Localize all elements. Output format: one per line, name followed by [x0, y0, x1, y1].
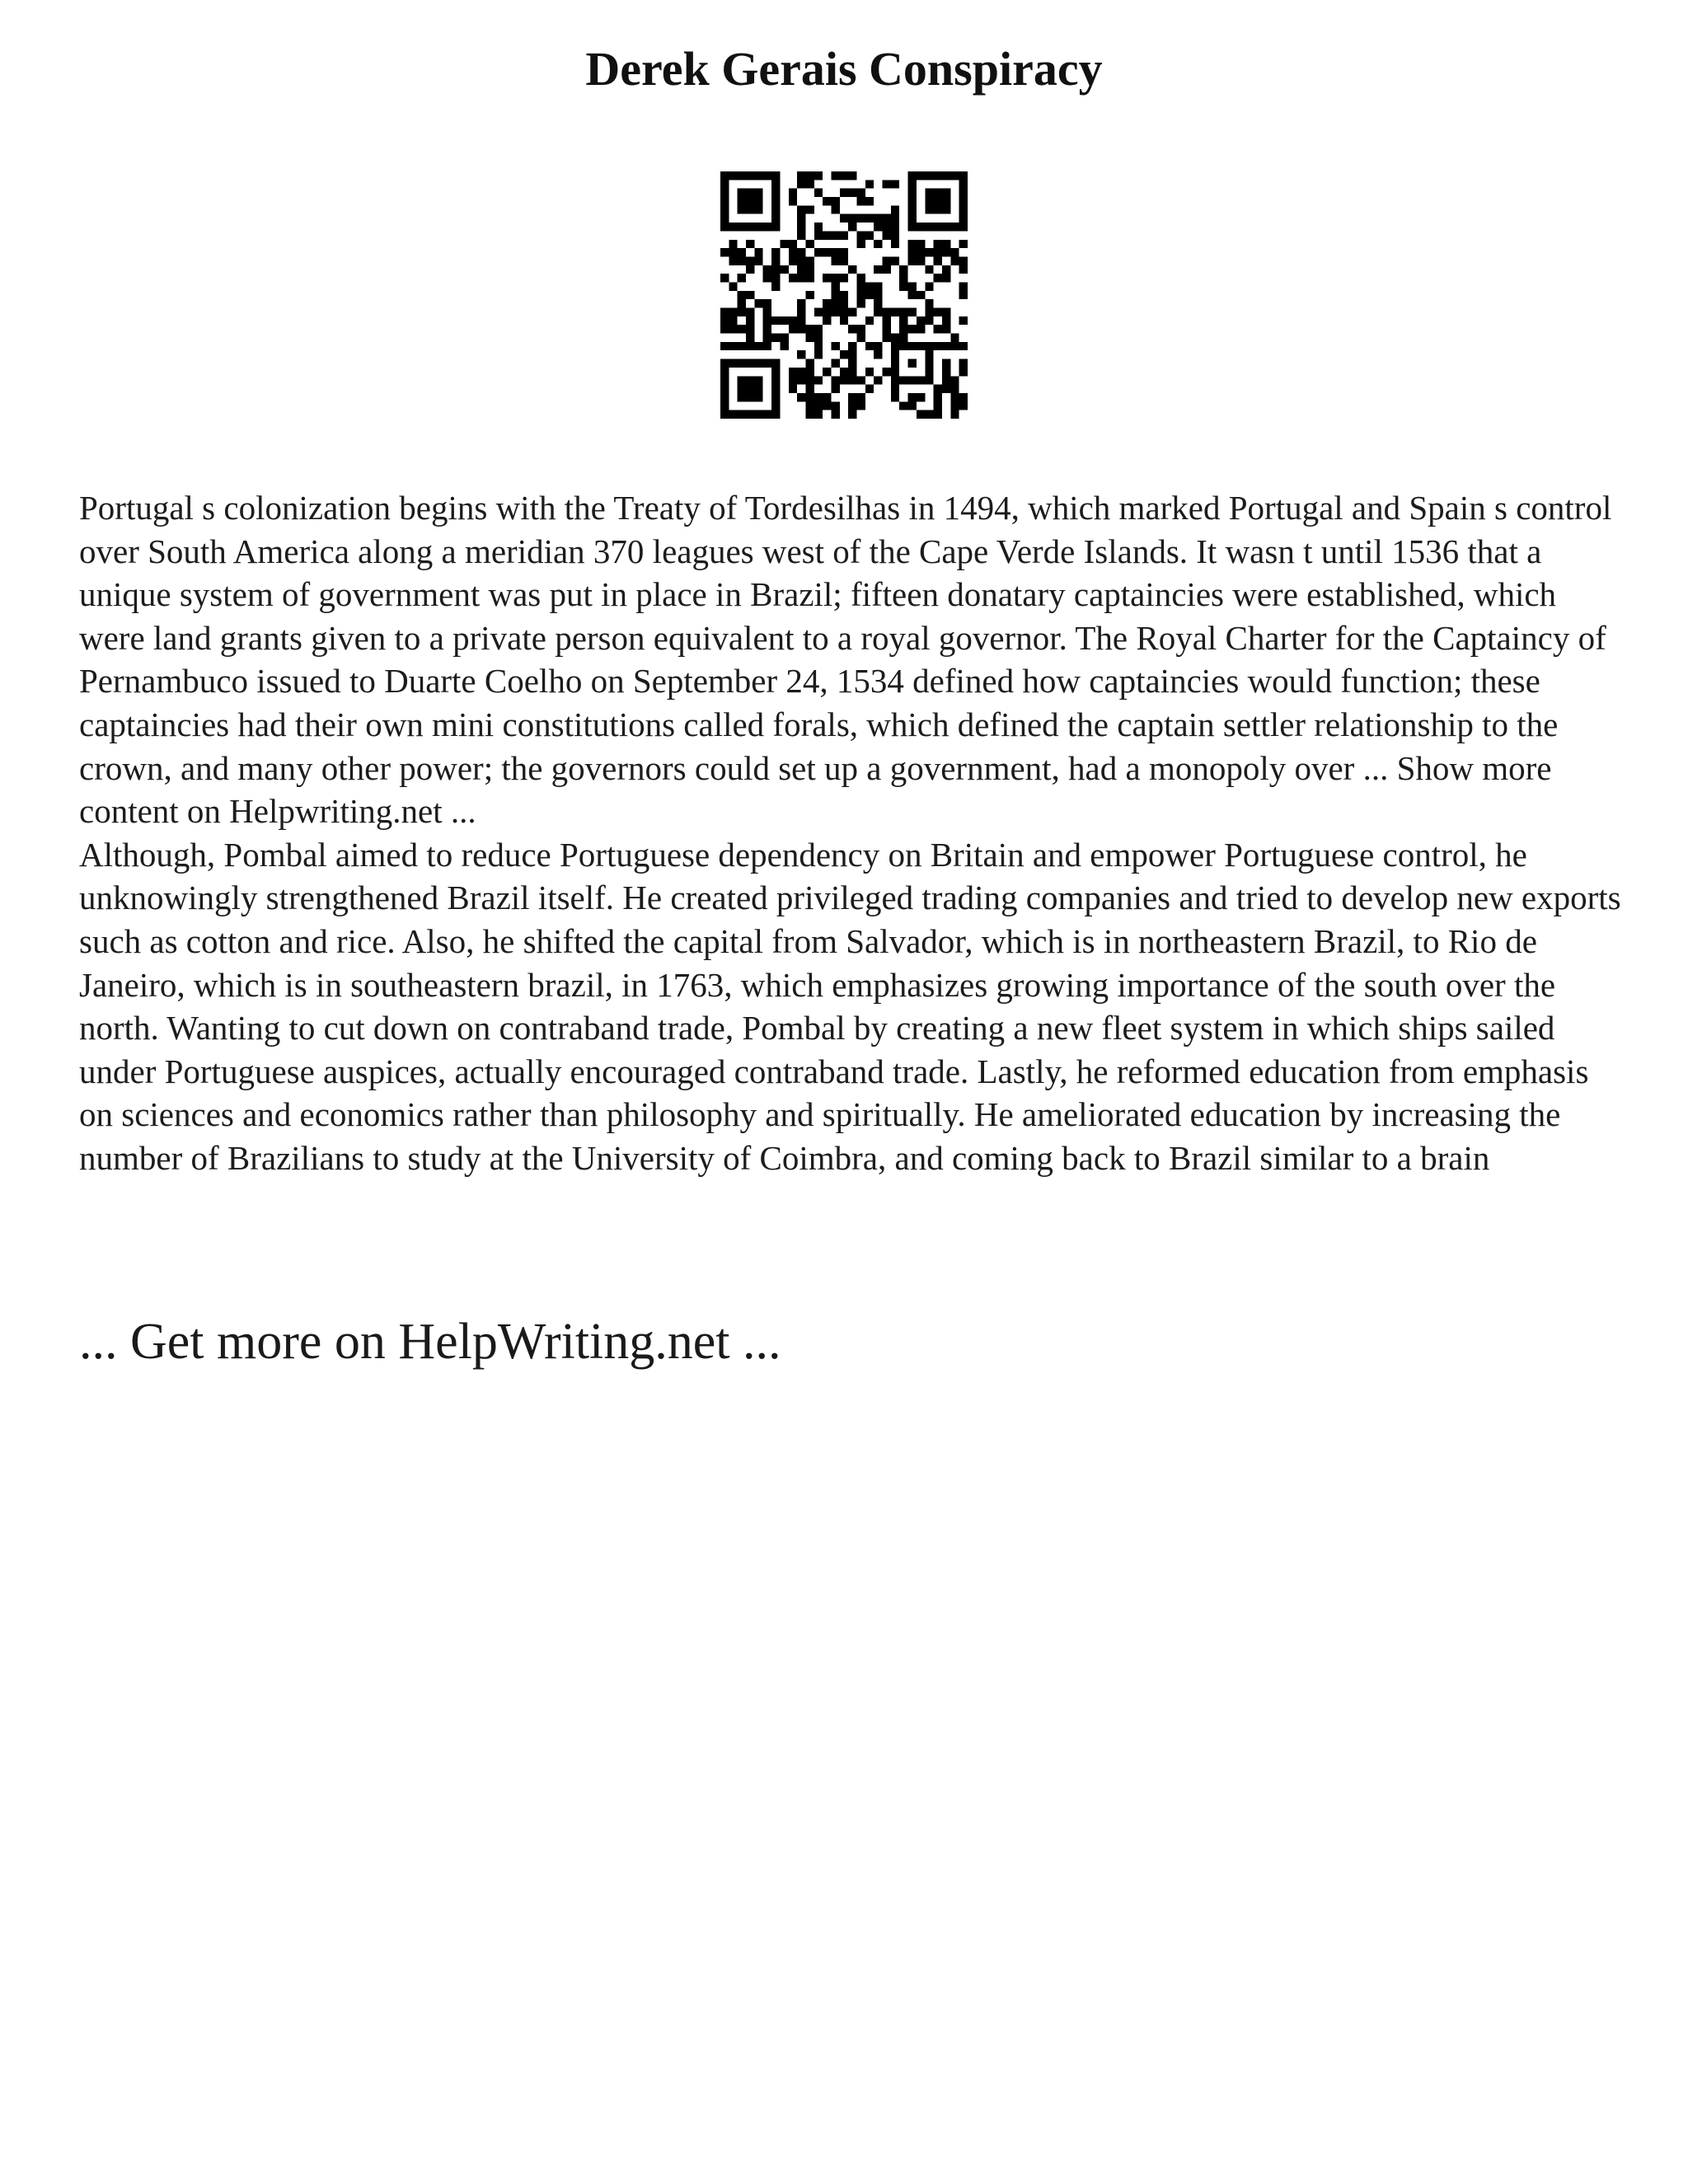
document-title: Derek Gerais Conspiracy: [585, 42, 1103, 96]
paragraph-1: Portugal s colonization begins with the Treaty of Tordesilhas in 1494, which marked Portugal and Spain s control over South America along a meridian 370 leagues west of the Cape Verde Islands. It wasn t until 1536 that a unique system of government was put in place in Brazil; fifteen donatary captaincies were established, which were land grants given to a private person equivalent to a royal governor. The Royal Charter for the Captaincy of Pernambuco issued to Duarte Coelho on September 24, 1534 defined how captaincies would function; these captaincies had their own mini constitutions called forals, which defined the captain settler relationship to the crown, and many other power; the governors could set up a government, had a monopoly over ... Show more content on Helpwriting.net ...: [79, 489, 1612, 831]
get-more-link[interactable]: ... Get more on HelpWriting.net ...: [79, 1314, 781, 1370]
qr-code-icon: [720, 171, 968, 419]
paragraph-2: Although, Pombal aimed to reduce Portuguese dependency on Britain and empower Portuguese control, he unknowingly strengthened Brazil itself. He created privileged trading companies and tried to develop new exports such as cotton and rice. Also, he shifted the capital from Salvador, which is in northeastern Brazil, to Rio de Janeiro, which is in southeastern brazil, in 1763, which emphasizes growing importance of the south over the north. Wanting to cut down on contraband trade, Pombal by creating a new fleet system in which ships sailed under Portuguese auspices, actually encouraged contraband trade. Lastly, he reformed education from emphasis on sciences and economics rather than philosophy and spiritually. He ameliorated education by increasing the number of Brazilians to study at the University of Coimbra, and coming back to Brazil similar to a brain: [79, 835, 1621, 1177]
article-body: [79, 486, 1629, 1180]
